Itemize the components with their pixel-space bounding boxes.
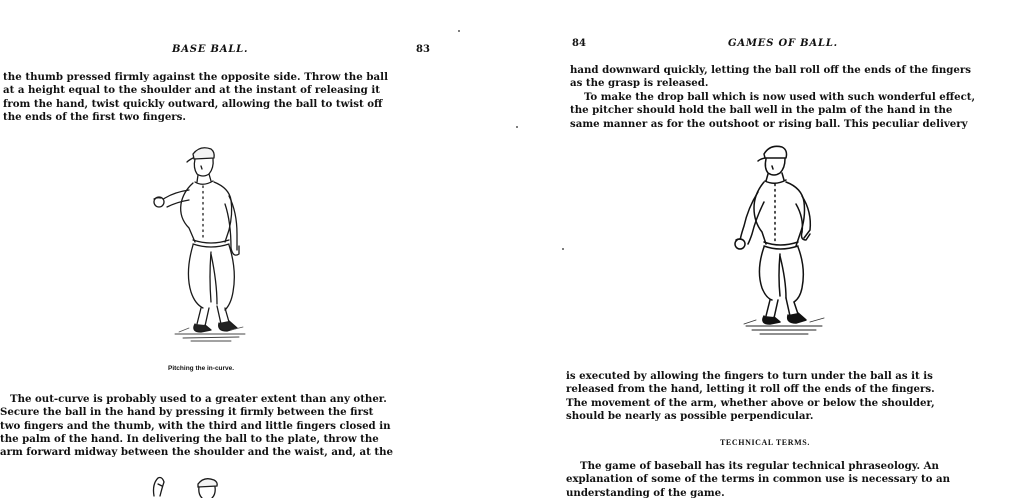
paragraph: [566, 460, 1012, 498]
text-line: the pitcher should hold the ball well in the palm of the hand in the: [570, 104, 953, 117]
pitcher-drop-ball-illustration: [730, 142, 840, 340]
page-number: 84: [572, 38, 586, 49]
text-line: as the grasp is released.: [570, 77, 709, 90]
text-line: the palm of the hand. In delivering the ball to the plate, throw the: [0, 432, 379, 445]
text-line: the ends of the first two fingers.: [3, 110, 186, 123]
next-figure-partial-illustration: [148, 474, 228, 498]
section-heading: TECHNICAL TERMS.: [720, 438, 810, 447]
text-line: The game of baseball has its regular technical phraseology. An: [580, 460, 939, 472]
right-page: [560, 0, 1019, 498]
running-head: BASE BALL.: [172, 44, 249, 55]
text-line: same manner as for the outshoot or rising ball. This peculiar delivery: [570, 117, 968, 130]
text-line: The out-curve is probably used to a greater extent than any other.: [10, 393, 387, 405]
text-line: from the hand, twist quickly outward, allowing the ball to twist off: [3, 97, 383, 110]
figure-caption: Pitching the in-curve.: [168, 365, 235, 372]
text-line: arm forward midway between the shoulder and the waist, and, at the: [0, 446, 393, 459]
scan-speck: [516, 126, 518, 128]
text-line: To make the drop ball which is now used with such wonderful effect,: [584, 91, 976, 103]
text-line: explanation of some of the terms in common use is necessary to an: [566, 473, 951, 486]
text-line: Secure the ball in the hand by pressing it firmly between the first: [0, 406, 374, 419]
page-number: 83: [416, 44, 430, 55]
paragraph: [3, 71, 430, 124]
paragraph: [0, 393, 432, 459]
paragraph: [570, 64, 1010, 91]
text-line: should be nearly as possible perpendicular.: [566, 409, 814, 422]
text-line: understanding of the game.: [566, 486, 725, 498]
text-line: at a height equal to the shoulder and at the instant of releasing it: [3, 84, 380, 97]
text-line: released from the hand, letting it roll off the ends of the fingers.: [566, 383, 935, 396]
text-line: hand downward quickly, letting the ball roll off the ends of the fingers: [570, 64, 971, 76]
paragraph: [570, 91, 1010, 131]
text-line: The movement of the arm, whether above or below the shoulder,: [566, 396, 935, 409]
text-line: is executed by allowing the fingers to turn under the ball as it is: [566, 370, 933, 382]
running-head: GAMES OF BALL.: [728, 38, 838, 49]
text-line: two fingers and the thumb, with the third and little fingers closed in: [0, 419, 391, 432]
scan-speck: [458, 30, 460, 32]
text-line: the thumb pressed firmly against the opposite side. Throw the ball: [3, 71, 389, 83]
pitcher-holding-ball-illustration: [145, 142, 270, 352]
left-page: [0, 0, 455, 498]
paragraph: [566, 370, 1012, 423]
